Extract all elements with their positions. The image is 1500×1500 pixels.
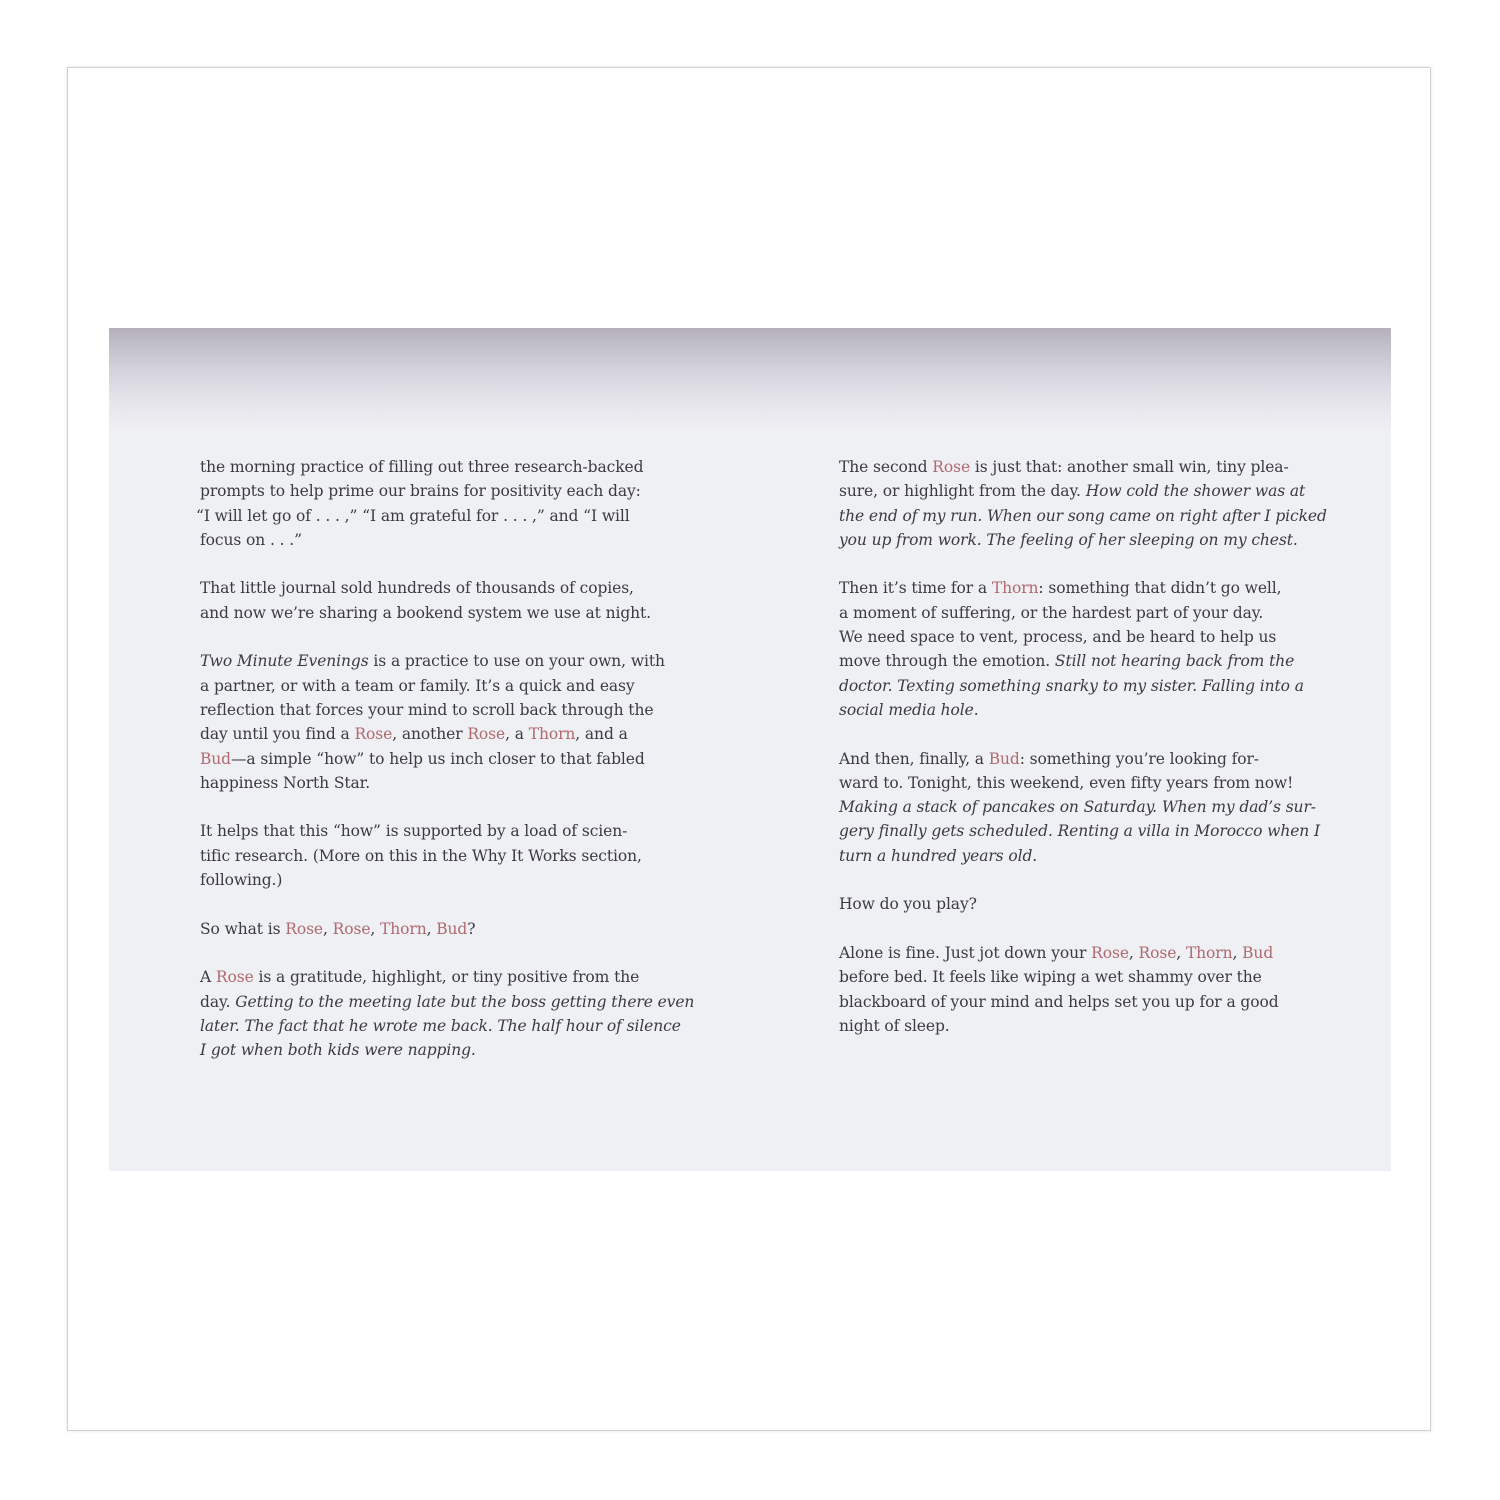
text-line: It helps that this “how” is supported by a load of scien-: [200, 822, 628, 841]
text-run: is a practice to use on your own, with: [368, 652, 665, 671]
example-text: Still not hearing back from the: [1054, 652, 1295, 671]
example-text: turn a hundred years old.: [839, 846, 1038, 865]
text-line: happiness North Star.: [200, 773, 371, 792]
text-run: , and a: [575, 725, 628, 744]
text-run: Alone is fine. Just jot down your: [839, 943, 1092, 962]
example-text: Getting to the meeting late but the boss getting there even: [235, 992, 695, 1011]
text-line: blackboard of your mind and helps set you up for a good: [839, 992, 1279, 1011]
text-line: before bed. It feels like wiping a wet shammy over the: [839, 968, 1262, 987]
highlight-bud: Bud: [436, 919, 468, 938]
text-line: night of sleep.: [839, 1016, 950, 1035]
highlight-thorn: Thorn: [380, 919, 427, 938]
text-line: and now we’re sharing a bookend system we use at night.: [200, 603, 651, 622]
text-line: How do you play?: [839, 895, 977, 914]
text-run: ,: [1176, 943, 1186, 962]
example-text: you up from work. The feeling of her sleeping on my chest.: [839, 530, 1298, 549]
text-run: ,: [370, 919, 381, 938]
highlight-rose: Rose: [1091, 943, 1129, 962]
text-run: move through the emotion.: [839, 652, 1055, 671]
highlight-rose: Rose: [332, 919, 371, 938]
text-line: tific research. (More on this in the Why It Works section,: [200, 846, 642, 865]
text-line: [200, 965, 670, 989]
text-run: A: [200, 968, 216, 987]
text-line: [839, 747, 1309, 771]
highlight-rose: Rose: [285, 919, 323, 938]
paragraph-bud: [839, 747, 1321, 868]
highlight-rose: Rose: [215, 968, 254, 987]
text-run: : something you’re looking for-: [1019, 749, 1259, 768]
example-text: the end of my run. When our song came on right after I picked: [839, 506, 1327, 525]
paragraph-two-minute-evenings: [200, 649, 670, 795]
text-run: ,: [1128, 943, 1139, 962]
text-run: , a: [505, 725, 529, 744]
text-line: [839, 479, 1309, 503]
text-line: [200, 917, 670, 941]
text-run: sure, or highlight from the day.: [839, 482, 1086, 501]
text-run: The second: [839, 458, 933, 476]
text-line: the morning practice of filling out three research-backed: [200, 458, 644, 476]
highlight-bud: Bud: [1242, 943, 1274, 962]
highlight-thorn: Thorn: [1185, 943, 1233, 962]
text-run: And then, finally, a: [839, 749, 989, 768]
paragraph-how-to-play: [839, 892, 1309, 916]
text-line: [200, 649, 670, 673]
text-line: [200, 990, 695, 1014]
text-run: : something that didn’t go well,: [1038, 579, 1282, 598]
highlight-rose: Rose: [1138, 943, 1177, 962]
text-line: ward to. Tonight, this weekend, even fifty years from now!: [839, 773, 1294, 792]
text-run: So what is: [200, 919, 286, 938]
highlight-bud: Bud: [988, 749, 1020, 768]
paragraph-morning-practice: [196, 455, 670, 552]
text-line: [839, 455, 1309, 479]
text-run: ,: [1232, 943, 1243, 962]
example-text: How cold the shower was at: [1085, 482, 1306, 501]
highlight-thorn: Thorn: [991, 579, 1039, 598]
example-text: social media hole.: [839, 700, 979, 719]
text-run: is just that: another small win, tiny plea-: [970, 458, 1289, 476]
text-line: a moment of suffering, or the hardest part of your day.: [839, 603, 1264, 622]
example-text: later. The fact that he wrote me back. The half hour of silence: [200, 1016, 681, 1035]
text-run: ?: [467, 919, 476, 938]
text-run: is a gratitude, highlight, or tiny positive from the: [253, 968, 640, 987]
left-column: [196, 455, 695, 1087]
text-line: prompts to help prime our brains for positivity each day:: [200, 482, 641, 501]
highlight-bud: Bud: [200, 749, 231, 768]
text-line: following.): [200, 871, 283, 890]
text-line: “I will let go of . . . ,” “I am grateful for . . . ,” and “I will: [196, 506, 630, 525]
highlight-thorn: Thorn: [528, 725, 576, 744]
text-line: That little journal sold hundreds of thousands of copies,: [200, 579, 634, 598]
paragraph-thorn: [839, 576, 1309, 722]
text-run: day.: [200, 992, 236, 1011]
text-line: focus on . . .”: [200, 530, 302, 549]
text-run: ,: [426, 919, 437, 938]
text-line: [839, 576, 1309, 600]
example-text: Making a stack of pancakes on Saturday. When my dad’s sur-: [839, 798, 1316, 817]
right-column: [839, 455, 1327, 1062]
paragraph-scientific-research: [200, 819, 670, 892]
highlight-rose: Rose: [354, 725, 393, 744]
text-line: We need space to vent, process, and be heard to help us: [839, 628, 1277, 647]
example-text: gery finally gets scheduled. Renting a villa in Morocco when I: [839, 822, 1321, 841]
text-line: [200, 722, 670, 746]
highlight-rose: Rose: [932, 458, 971, 476]
text-run: ,: [323, 919, 333, 938]
example-text: doctor. Texting something snarky to my sister. Falling into a: [839, 676, 1304, 695]
text-run: day until you find a: [200, 725, 355, 744]
paragraph-what-is: [200, 917, 670, 941]
top-gradient-band: [109, 328, 1391, 430]
paragraph-alone: [839, 941, 1309, 1038]
paragraph-second-rose: [839, 455, 1327, 552]
text-line: [839, 941, 1309, 965]
book-title: Two Minute Evenings: [200, 652, 369, 671]
text-line: reflection that forces your mind to scroll back through the: [200, 700, 654, 719]
text-run: , another: [392, 725, 468, 744]
text-line: [200, 747, 670, 771]
paragraph-rose-definition: [200, 965, 695, 1062]
text-run: Then it’s time for a: [839, 579, 992, 598]
book-spread: [109, 328, 1391, 1171]
highlight-rose: Rose: [467, 725, 506, 744]
example-text: I got when both kids were napping.: [200, 1041, 476, 1060]
text-line: [839, 649, 1309, 673]
text-run: —a simple “how” to help us inch closer to that fabled: [231, 749, 645, 768]
paragraph-journal-sold: [200, 576, 670, 625]
text-line: a partner, or with a team or family. It’s a quick and easy: [200, 676, 635, 695]
